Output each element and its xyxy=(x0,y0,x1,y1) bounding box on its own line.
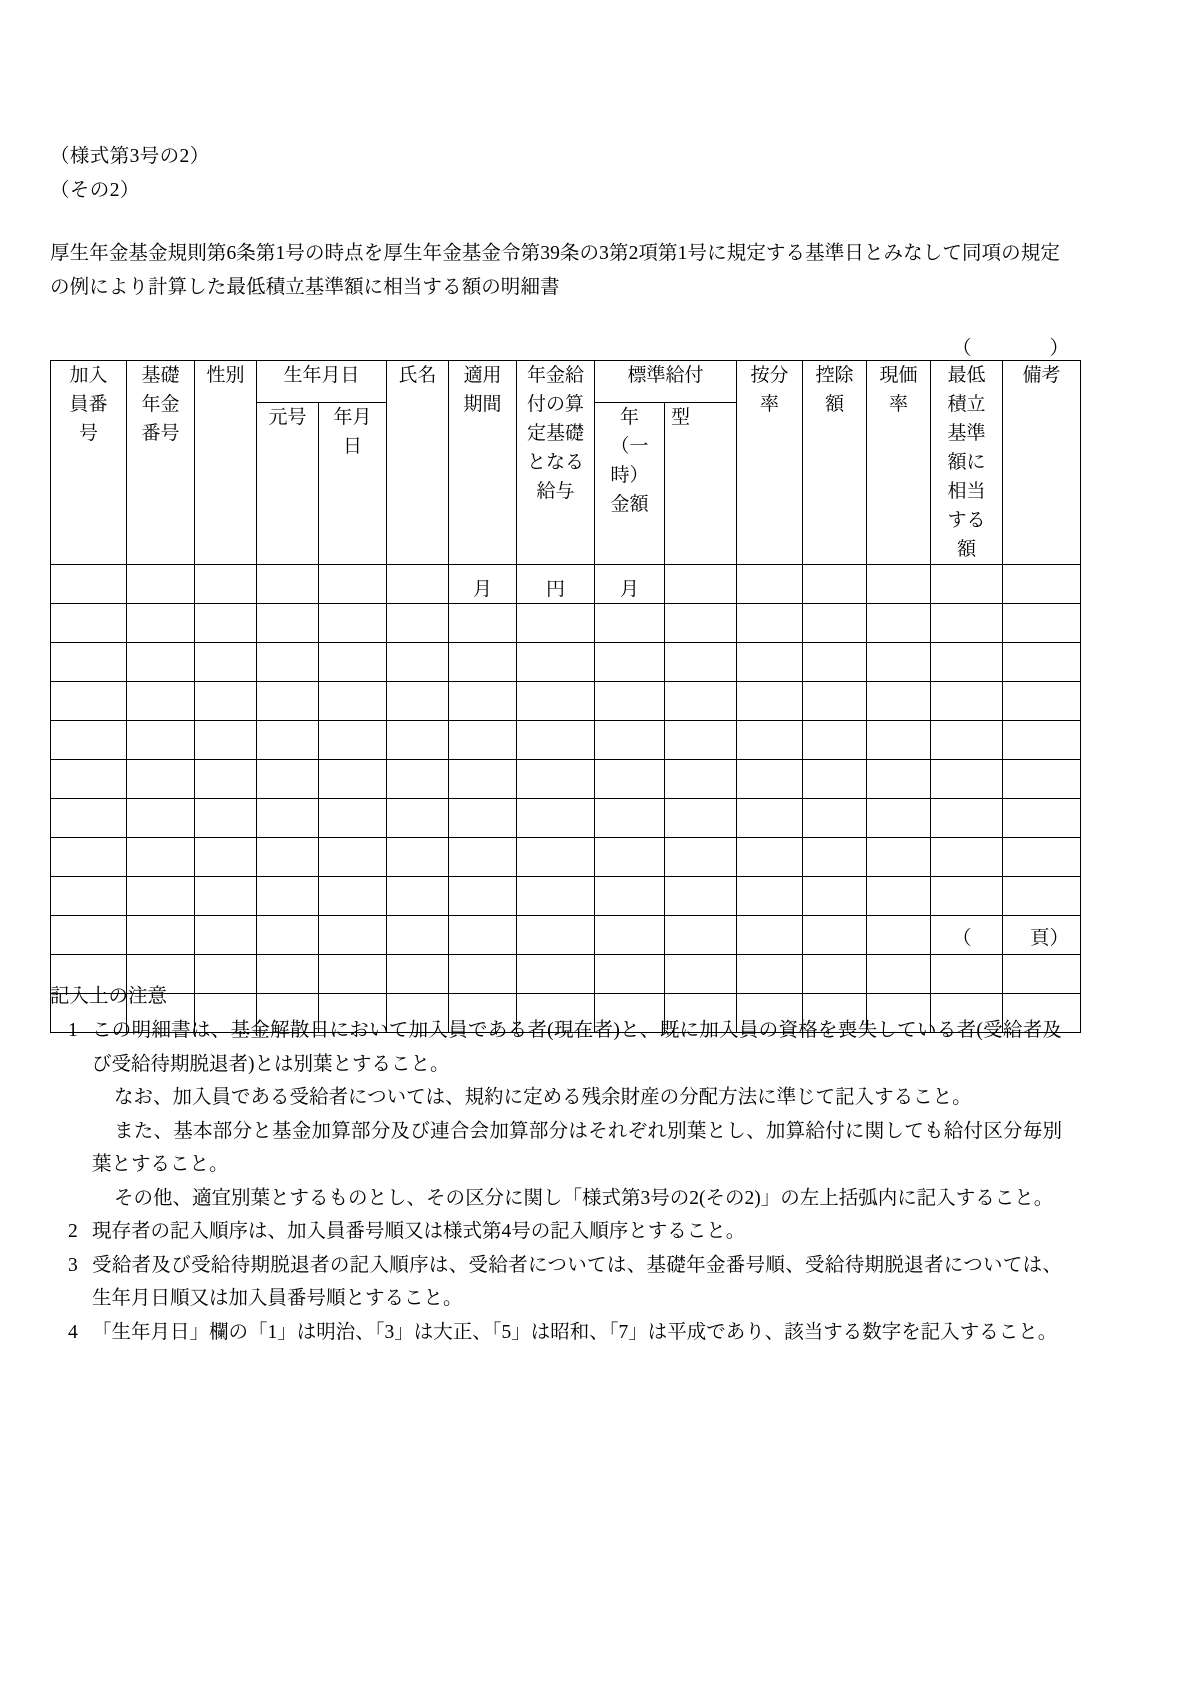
header-benefit-type xyxy=(665,402,737,564)
table-body xyxy=(51,565,1081,1033)
notes-section xyxy=(50,980,1062,1349)
header-remarks xyxy=(1003,361,1081,565)
table-row xyxy=(51,916,1081,955)
table-cell[interactable] xyxy=(257,877,319,916)
table-cell[interactable] xyxy=(51,877,127,916)
note-subtext: なお、加入員である受給者については、規約に定める残余財産の分配方法に準じて記入すること。 xyxy=(114,1087,972,1108)
table-cell[interactable] xyxy=(127,916,195,955)
unit-salary-basis: 円 xyxy=(546,579,566,600)
notes-title: 記入上の注意 xyxy=(50,986,168,1007)
header-annual-lump-amount xyxy=(595,402,665,564)
header-min-reserve-equivalent xyxy=(931,361,1003,565)
table-cell[interactable] xyxy=(51,682,127,721)
table-cell[interactable] xyxy=(319,799,387,838)
page-number-field: （ 頁） xyxy=(952,928,1070,949)
form-number: （様式第3号の2） xyxy=(50,146,210,167)
table-cell[interactable] xyxy=(867,604,931,643)
table-cell[interactable] xyxy=(867,760,931,799)
table-cell[interactable] xyxy=(665,682,737,721)
table-cell[interactable] xyxy=(665,760,737,799)
header-name-label: 氏名 xyxy=(398,365,437,386)
table-cell[interactable] xyxy=(387,721,449,760)
table-cell[interactable] xyxy=(319,838,387,877)
table-cell[interactable] xyxy=(449,838,517,877)
cell-salary-basis[interactable] xyxy=(517,565,595,604)
table-cell[interactable] xyxy=(1003,799,1081,838)
table-cell[interactable] xyxy=(1003,643,1081,682)
table-row xyxy=(51,760,1081,799)
table-cell[interactable] xyxy=(51,721,127,760)
table-cell[interactable] xyxy=(127,682,195,721)
table-cell[interactable] xyxy=(737,721,803,760)
table-cell[interactable] xyxy=(737,643,803,682)
header-annual-lump-amount-label: 年（一時）金額 xyxy=(610,406,649,515)
table-cell[interactable] xyxy=(665,643,737,682)
header-member-number xyxy=(51,361,127,565)
header-salary-basis-label: 年金給付の算定基礎となる給与 xyxy=(527,365,585,502)
table-cell[interactable] xyxy=(51,760,127,799)
table-cell[interactable] xyxy=(387,760,449,799)
table-cell[interactable] xyxy=(665,799,737,838)
table-cell[interactable] xyxy=(517,643,595,682)
table-cell[interactable] xyxy=(595,721,665,760)
table-cell[interactable] xyxy=(867,799,931,838)
table-cell[interactable] xyxy=(737,838,803,877)
table-cell[interactable] xyxy=(665,916,737,955)
table-cell[interactable] xyxy=(449,721,517,760)
table-row xyxy=(51,682,1081,721)
table-cell[interactable] xyxy=(517,838,595,877)
table-cell[interactable] xyxy=(517,760,595,799)
header-applicable-period xyxy=(449,361,517,565)
cell-deduction-amount[interactable] xyxy=(803,565,867,604)
table-cell[interactable] xyxy=(449,877,517,916)
table-cell[interactable] xyxy=(257,760,319,799)
table-cell[interactable] xyxy=(803,916,867,955)
header-gender xyxy=(195,361,257,565)
table-cell[interactable] xyxy=(867,916,931,955)
table-cell[interactable] xyxy=(387,604,449,643)
table-cell[interactable] xyxy=(195,799,257,838)
header-present-value-rate xyxy=(867,361,931,565)
table-cell[interactable] xyxy=(517,682,595,721)
header-birth-era-label: 元号 xyxy=(268,406,307,428)
note-item xyxy=(50,1014,1062,1081)
note-number: 4 xyxy=(68,1321,78,1343)
header-row-top xyxy=(51,361,1081,403)
table-cell[interactable] xyxy=(195,760,257,799)
table-cell[interactable] xyxy=(195,721,257,760)
header-gender-label: 性別 xyxy=(206,365,245,386)
table-cell[interactable] xyxy=(1003,721,1081,760)
table-cell[interactable] xyxy=(665,838,737,877)
table-cell[interactable] xyxy=(195,604,257,643)
table-cell[interactable] xyxy=(195,877,257,916)
table-cell[interactable] xyxy=(595,760,665,799)
notes-list xyxy=(50,1014,1062,1349)
header-member-number-label: 加入員番号 xyxy=(69,365,108,444)
note-text: 現存者の記入順序は、加入員番号順又は様式第4号の記入順序とすること。 xyxy=(92,1221,746,1242)
table-header xyxy=(51,361,1081,565)
table-cell[interactable] xyxy=(257,604,319,643)
table-cell[interactable] xyxy=(449,682,517,721)
table-cell[interactable] xyxy=(665,721,737,760)
cell-birth-era[interactable] xyxy=(257,565,319,604)
unit-applicable-period: 月 xyxy=(473,579,493,600)
cell-proration-rate[interactable] xyxy=(737,565,803,604)
table-row xyxy=(51,838,1081,877)
note-item xyxy=(50,1316,1062,1350)
table-cell[interactable] xyxy=(127,760,195,799)
cell-gender[interactable] xyxy=(195,565,257,604)
document-title: 厚生年金基金規則第6条第1号の時点を厚生年金基金令第39条の3第2項第1号に規定する基準日とみなして同項の規定の例により計算した最低積立基準額に相当する額の明細書 xyxy=(50,243,1060,298)
form-sub-number: （その2） xyxy=(50,180,140,201)
table-cell[interactable] xyxy=(127,721,195,760)
table-cell[interactable] xyxy=(449,760,517,799)
table-cell[interactable] xyxy=(127,604,195,643)
table-cell[interactable] xyxy=(51,799,127,838)
header-birth-date xyxy=(257,361,387,403)
table-cell[interactable] xyxy=(803,604,867,643)
cell-min-reserve-equivalent[interactable] xyxy=(931,565,1003,604)
table-cell[interactable] xyxy=(517,877,595,916)
table-cell[interactable] xyxy=(51,916,127,955)
cell-benefit-type[interactable] xyxy=(665,565,737,604)
table-cell[interactable] xyxy=(517,799,595,838)
note-text: 「生年月日」欄の「1」は明治、「3」は大正、「5」は昭和、「7」は平成であり、該当する数字を記入すること。 xyxy=(92,1321,1058,1343)
cell-name[interactable] xyxy=(387,565,449,604)
table-row xyxy=(51,604,1081,643)
cell-basic-pension-number[interactable] xyxy=(127,565,195,604)
cell-applicable-period[interactable] xyxy=(449,565,517,604)
note-subtext: その他、適宜別葉とするものとし、その区分に関し「様式第3号の2(その2)」の左上括弧内に記入すること。 xyxy=(114,1187,1054,1209)
table-cell[interactable] xyxy=(51,604,127,643)
table-cell[interactable] xyxy=(595,916,665,955)
header-deduction-amount-label: 控除額 xyxy=(815,365,854,415)
cell-remarks[interactable] xyxy=(1003,565,1081,604)
header-birth-ymd xyxy=(319,402,387,564)
table-cell[interactable] xyxy=(517,604,595,643)
table-cell[interactable] xyxy=(803,760,867,799)
table-row xyxy=(51,799,1081,838)
cell-annual-lump-amount[interactable] xyxy=(595,565,665,604)
table-cell[interactable] xyxy=(127,877,195,916)
header-proration-rate xyxy=(737,361,803,565)
header-benefit-type-label: 型 xyxy=(671,406,691,428)
table-cell[interactable] xyxy=(867,838,931,877)
table-cell[interactable] xyxy=(931,604,1003,643)
table-cell[interactable] xyxy=(319,721,387,760)
header-salary-basis xyxy=(517,361,595,565)
table-cell[interactable] xyxy=(803,877,867,916)
table-cell[interactable] xyxy=(51,838,127,877)
top-parenthesis-field: （ ） xyxy=(952,338,1070,359)
table-cell[interactable] xyxy=(257,838,319,877)
table-cell[interactable] xyxy=(931,838,1003,877)
table-cell[interactable] xyxy=(803,799,867,838)
table-cell[interactable] xyxy=(931,682,1003,721)
note-number: 2 xyxy=(68,1221,78,1242)
table-cell[interactable] xyxy=(257,799,319,838)
table-cell[interactable] xyxy=(867,721,931,760)
table-cell[interactable] xyxy=(931,760,1003,799)
table-cell[interactable] xyxy=(449,799,517,838)
table-cell[interactable] xyxy=(51,643,127,682)
table-cell[interactable] xyxy=(319,877,387,916)
table-cell[interactable] xyxy=(449,604,517,643)
table-cell[interactable] xyxy=(737,604,803,643)
note-item xyxy=(50,1249,1062,1316)
table-cell[interactable] xyxy=(257,682,319,721)
header-proration-rate-label: 按分率 xyxy=(750,365,789,415)
table-cell[interactable] xyxy=(319,916,387,955)
table-cell[interactable] xyxy=(195,838,257,877)
table-cell[interactable] xyxy=(517,916,595,955)
table-cell[interactable] xyxy=(803,643,867,682)
table-cell[interactable] xyxy=(319,682,387,721)
header-present-value-rate-label: 現価率 xyxy=(879,365,918,415)
table-cell[interactable] xyxy=(737,877,803,916)
cell-member-number[interactable] xyxy=(51,565,127,604)
table-cell[interactable] xyxy=(1003,604,1081,643)
table-cell[interactable] xyxy=(127,838,195,877)
cell-present-value-rate[interactable] xyxy=(867,565,931,604)
table-cell[interactable] xyxy=(319,604,387,643)
cell-birth-ymd[interactable] xyxy=(319,565,387,604)
table-cell[interactable] xyxy=(257,721,319,760)
note-number: 3 xyxy=(68,1254,78,1276)
table-cell[interactable] xyxy=(931,721,1003,760)
table-cell[interactable] xyxy=(737,760,803,799)
table-row xyxy=(51,643,1081,682)
note-item xyxy=(50,1215,1062,1249)
table-cell[interactable] xyxy=(387,643,449,682)
table-cell[interactable] xyxy=(1003,760,1081,799)
table-cell[interactable] xyxy=(195,682,257,721)
header-birth-date-label: 生年月日 xyxy=(283,365,360,386)
table-cell[interactable] xyxy=(195,916,257,955)
table-cell[interactable] xyxy=(931,877,1003,916)
unit-annual-lump-amount: 月 xyxy=(620,579,640,600)
table-cell[interactable] xyxy=(387,877,449,916)
table-cell[interactable] xyxy=(1003,838,1081,877)
table-cell[interactable] xyxy=(803,682,867,721)
header-min-reserve-equivalent-label: 最低積立基準額に相当する額 xyxy=(947,365,986,560)
table-cell[interactable] xyxy=(449,643,517,682)
table-cell[interactable] xyxy=(867,682,931,721)
table-cell[interactable] xyxy=(595,838,665,877)
header-basic-pension-number xyxy=(127,361,195,565)
table-cell[interactable] xyxy=(665,604,737,643)
note-subtext: また、基本部分と基金加算部分及び連合会加算部分はそれぞれ別葉とし、加算給付に関しても給付区分毎別葉とすること。 xyxy=(92,1120,1062,1175)
table-cell[interactable] xyxy=(867,643,931,682)
table-cell[interactable] xyxy=(867,877,931,916)
table-cell[interactable] xyxy=(595,682,665,721)
header-birth-ymd-label: 年月日 xyxy=(333,406,372,457)
table-cell[interactable] xyxy=(257,916,319,955)
table-cell[interactable] xyxy=(1003,682,1081,721)
table-cell[interactable] xyxy=(665,877,737,916)
table-cell[interactable] xyxy=(803,721,867,760)
table-cell[interactable] xyxy=(449,916,517,955)
table-cell[interactable] xyxy=(931,643,1003,682)
table-cell[interactable] xyxy=(803,838,867,877)
header-standard-benefit-label: 標準給付 xyxy=(627,365,704,386)
table-cell[interactable] xyxy=(195,643,257,682)
note-number: 1 xyxy=(68,1020,78,1041)
table-cell[interactable] xyxy=(595,604,665,643)
table-cell[interactable] xyxy=(387,838,449,877)
table-row xyxy=(51,877,1081,916)
table-cell[interactable] xyxy=(387,682,449,721)
table-cell[interactable] xyxy=(319,643,387,682)
table-unit-row xyxy=(51,565,1081,604)
table-row xyxy=(51,721,1081,760)
header-birth-era xyxy=(257,402,319,564)
table-cell[interactable] xyxy=(387,799,449,838)
table-cell[interactable] xyxy=(737,799,803,838)
header-deduction-amount xyxy=(803,361,867,565)
table-cell[interactable] xyxy=(931,799,1003,838)
table-cell[interactable] xyxy=(387,916,449,955)
table-cell[interactable] xyxy=(319,760,387,799)
note-text: この明細書は、基金解散日において加入員である者(現在者)と、既に加入員の資格を喪失している者(受給者及び受給待期脱退者)とは別葉とすること。 xyxy=(92,1020,1062,1075)
table-cell[interactable] xyxy=(127,643,195,682)
table-cell[interactable] xyxy=(595,643,665,682)
header-name xyxy=(387,361,449,565)
header-applicable-period-label: 適用期間 xyxy=(463,365,502,415)
table-cell[interactable] xyxy=(595,877,665,916)
table-cell[interactable] xyxy=(257,643,319,682)
table-cell[interactable] xyxy=(737,916,803,955)
header-basic-pension-number-label: 基礎年金番号 xyxy=(141,365,180,444)
header-standard-benefit xyxy=(595,361,737,403)
table-cell[interactable] xyxy=(127,799,195,838)
table-cell[interactable] xyxy=(517,721,595,760)
note-text: 受給者及び受給待期脱退者の記入順序は、受給者については、基礎年金番号順、受給待期脱退者については、生年月日順又は加入員番号順とすること。 xyxy=(92,1254,1062,1309)
header-remarks-label: 備考 xyxy=(1022,365,1061,386)
table-cell[interactable] xyxy=(1003,877,1081,916)
table-cell[interactable] xyxy=(737,682,803,721)
table-cell[interactable] xyxy=(595,799,665,838)
member-detail-table xyxy=(50,360,1081,1033)
